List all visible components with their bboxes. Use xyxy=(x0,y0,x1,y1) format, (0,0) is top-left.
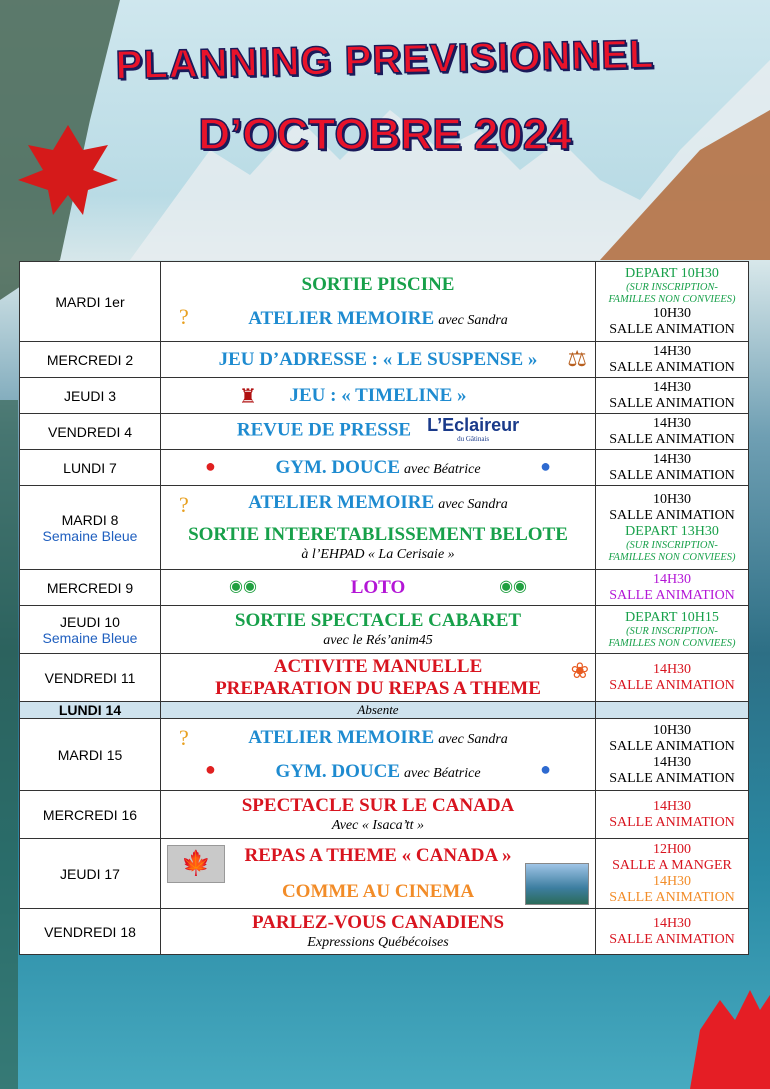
balls-icon: ● xyxy=(205,759,216,779)
activity-title: GYM. DOUCE xyxy=(275,760,400,782)
table-row xyxy=(20,719,749,791)
day-cell: MARDI 1er xyxy=(20,262,161,342)
activity-cell xyxy=(161,570,596,606)
time-text: DEPART 10H30 xyxy=(625,265,719,281)
activity-title: ATELIER MEMOIRE xyxy=(248,726,435,748)
time-text: 14H30 xyxy=(652,451,692,467)
activity-cell xyxy=(161,909,596,955)
day-cell: LUNDI 14 xyxy=(20,702,161,719)
activity-title: SORTIE PISCINE xyxy=(301,273,455,295)
time-cell xyxy=(596,909,749,955)
balls-icon: ● xyxy=(540,759,551,779)
logo-text: L’Eclaireur xyxy=(427,414,520,435)
day-label: MARDI 8 xyxy=(61,511,119,528)
time-text: 10H30 xyxy=(652,305,692,321)
day-subtitle: Semaine Bleue xyxy=(42,527,138,544)
day-cell: VENDREDI 4 xyxy=(20,414,161,450)
table-row xyxy=(20,791,749,839)
activity-cell xyxy=(161,486,596,570)
time-cell xyxy=(596,791,749,839)
time-text: 14H30 xyxy=(652,661,692,677)
location-text: SALLE ANIMATION xyxy=(609,321,735,337)
balls-icon: ● xyxy=(540,456,551,476)
day-cell: MERCREDI 9 xyxy=(20,570,161,606)
time-note: (SUR INSCRIPTION- xyxy=(626,539,718,551)
activity-cell xyxy=(161,719,596,791)
time-text: DEPART 10H15 xyxy=(625,609,719,625)
time-text: 14H30 xyxy=(652,415,692,431)
location-text: SALLE ANIMATION xyxy=(609,770,735,786)
activity-subtitle: Avec « Isaca’tt » xyxy=(331,818,425,833)
day-cell: JEUDI 17 xyxy=(20,839,161,909)
table-row xyxy=(20,342,749,378)
location-text: SALLE ANIMATION xyxy=(609,889,735,905)
loto-balls-icon: ◉◉ xyxy=(229,578,257,595)
time-text: 12H00 xyxy=(652,841,692,857)
logo-subtitle: du Gâtinais xyxy=(457,434,490,443)
activity-cell xyxy=(161,654,596,702)
time-cell xyxy=(596,839,749,909)
day-subtitle: Semaine Bleue xyxy=(42,629,138,646)
activity-extra: avec Sandra xyxy=(438,312,508,328)
table-row xyxy=(20,262,749,342)
title-line-1: PLANNING PREVISIONNEL xyxy=(115,32,655,88)
day-cell: MARDI 15 xyxy=(20,719,161,791)
activity-title: JEU D’ADRESSE : « LE SUSPENSE » xyxy=(218,348,538,370)
activity-title: SORTIE SPECTACLE CABARET xyxy=(234,610,522,631)
time-cell xyxy=(596,414,749,450)
location-text: SALLE ANIMATION xyxy=(609,587,735,603)
activity-title: PARLEZ-VOUS CANADIENS xyxy=(251,912,505,933)
activity-title: SPECTACLE SUR LE CANADA xyxy=(241,795,515,816)
activity-title: ATELIER MEMOIRE xyxy=(248,492,435,513)
location-text: SALLE ANIMATION xyxy=(609,677,735,693)
activity-title: COMME AU CINEMA xyxy=(281,880,475,902)
time-text: 14H30 xyxy=(652,915,692,931)
location-text: SALLE ANIMATION xyxy=(609,738,735,754)
table-row xyxy=(20,570,749,606)
activity-title: REVUE DE PRESSE xyxy=(236,419,412,441)
time-note: FAMILLES NON CONVIEES) xyxy=(608,293,736,305)
time-cell xyxy=(596,719,749,791)
time-text: 14H30 xyxy=(652,379,692,395)
timeline-cards-icon: ♜ xyxy=(239,386,257,408)
table-row xyxy=(20,702,749,719)
time-note: (SUR INSCRIPTION- xyxy=(626,281,718,293)
activity-title: REPAS A THEME « CANADA » xyxy=(244,844,512,866)
activity-subtitle: à l’EHPAD « La Cerisaie » xyxy=(301,547,455,562)
table-row xyxy=(20,654,749,702)
time-cell xyxy=(596,450,749,486)
time-cell xyxy=(596,486,749,570)
time-text: 14H30 xyxy=(652,754,692,770)
craft-icon: ❀ xyxy=(570,658,589,683)
table-row xyxy=(20,378,749,414)
time-cell xyxy=(596,654,749,702)
time-note: FAMILLES NON CONVIEES) xyxy=(608,551,736,563)
question-icon: ? xyxy=(179,492,189,517)
table-row xyxy=(20,486,749,570)
activity-cell xyxy=(161,450,596,486)
activity-title: PREPARATION DU REPAS A THEME xyxy=(215,677,541,699)
activity-extra: avec Béatrice xyxy=(404,461,481,477)
time-cell xyxy=(596,378,749,414)
time-text: 10H30 xyxy=(652,722,692,738)
time-note: FAMILLES NON CONVIEES) xyxy=(608,637,736,649)
activity-cell xyxy=(161,262,596,342)
time-text: DEPART 13H30 xyxy=(625,523,719,539)
location-text: SALLE ANIMATION xyxy=(609,931,735,947)
activity-cell xyxy=(161,342,596,378)
game-icon: ⚖ xyxy=(567,346,587,371)
activity-extra: avec Sandra xyxy=(438,497,508,512)
activity-subtitle: Expressions Québécoises xyxy=(307,935,449,950)
activity-title: LOTO xyxy=(350,576,406,598)
day-cell: VENDREDI 11 xyxy=(20,654,161,702)
table-row xyxy=(20,450,749,486)
location-text: SALLE ANIMATION xyxy=(609,507,735,523)
time-cell xyxy=(596,262,749,342)
activity-cell xyxy=(161,378,596,414)
time-cell xyxy=(596,570,749,606)
activity-cell xyxy=(161,606,596,654)
time-text: 14H30 xyxy=(652,873,692,889)
day-cell: VENDREDI 18 xyxy=(20,909,161,955)
day-cell: JEUDI 3 xyxy=(20,378,161,414)
activity-subtitle: avec le Rés’anim45 xyxy=(323,633,433,648)
landscape-photo-icon xyxy=(525,863,589,905)
activity-title: Absente xyxy=(161,702,596,719)
canada-flag-icon: 🍁 xyxy=(167,845,225,883)
activity-cell xyxy=(161,839,596,909)
activity-title: SORTIE INTERETABLISSEMENT BELOTE xyxy=(188,524,568,545)
time-text: 14H30 xyxy=(652,343,692,359)
table-row xyxy=(20,414,749,450)
question-icon: ? xyxy=(179,725,189,750)
location-text: SALLE ANIMATION xyxy=(609,359,735,375)
activity-cell xyxy=(161,414,596,450)
balls-icon: ● xyxy=(205,456,216,476)
activity-title: ATELIER MEMOIRE xyxy=(248,307,435,329)
activity-extra: avec Sandra xyxy=(438,731,508,747)
title-line-2: D’OCTOBRE 2024 xyxy=(198,110,572,159)
location-text: SALLE ANIMATION xyxy=(609,814,735,830)
day-cell: MERCREDI 16 xyxy=(20,791,161,839)
eclaireur-logo xyxy=(427,414,520,446)
time-cell xyxy=(596,342,749,378)
day-cell: MERCREDI 2 xyxy=(20,342,161,378)
time-note: (SUR INSCRIPTION- xyxy=(626,625,718,637)
time-cell xyxy=(596,606,749,654)
activity-title: JEU : « TIMELINE » xyxy=(289,384,467,406)
location-text: SALLE ANIMATION xyxy=(609,431,735,447)
activity-title: GYM. DOUCE xyxy=(275,456,400,478)
location-text: SALLE A MANGER xyxy=(612,857,732,873)
location-text: SALLE ANIMATION xyxy=(609,395,735,411)
day-cell xyxy=(20,606,161,654)
table-row xyxy=(20,606,749,654)
day-cell xyxy=(20,486,161,570)
day-label: JEUDI 10 xyxy=(60,613,120,630)
activity-extra: avec Béatrice xyxy=(404,765,481,781)
time-text: 10H30 xyxy=(652,491,692,507)
planning-table xyxy=(19,261,749,955)
time-text: 14H30 xyxy=(652,798,692,814)
location-text: SALLE ANIMATION xyxy=(609,467,735,483)
loto-balls-icon: ◉◉ xyxy=(499,578,527,595)
time-text: 14H30 xyxy=(652,571,692,587)
activity-title: ACTIVITE MANUELLE xyxy=(273,655,483,677)
time-cell xyxy=(596,702,749,719)
question-icon: ? xyxy=(179,304,189,329)
table-row xyxy=(20,909,749,955)
table-row xyxy=(20,839,749,909)
day-cell: LUNDI 7 xyxy=(20,450,161,486)
activity-cell xyxy=(161,791,596,839)
